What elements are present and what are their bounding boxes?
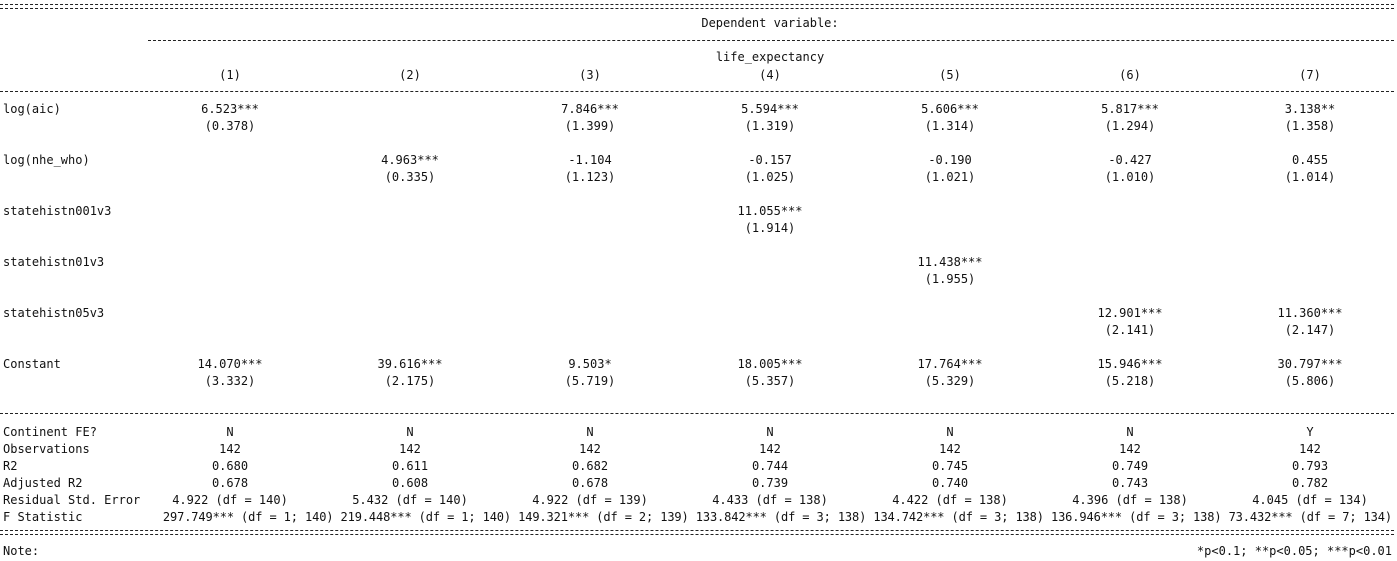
coefficient-estimate: 17.764***: [917, 357, 983, 371]
statistic-value: 4.422 (df = 138): [892, 493, 1008, 507]
coefficient-label: Constant: [3, 357, 61, 371]
statistic-value: 0.682: [571, 459, 609, 473]
model-number: (5): [939, 68, 961, 82]
statistic-value: 0.782: [1291, 476, 1329, 490]
f-statistic-label: F Statistic: [3, 510, 83, 524]
coefficient-estimate: 39.616***: [377, 357, 443, 371]
dependent-variable-label: Dependent variable:: [701, 16, 839, 30]
statistic-value: N: [946, 425, 954, 439]
dependent-variable-name: life_expectancy: [715, 50, 825, 64]
standard-error: (0.335): [384, 170, 436, 184]
statistic-value: N: [406, 425, 414, 439]
coefficient-estimate: 0.455: [1291, 153, 1329, 167]
statistic-value: 142: [939, 442, 961, 456]
model-number: (7): [1299, 68, 1321, 82]
standard-error: (5.719): [564, 374, 616, 388]
coefficient-estimate: 12.901***: [1097, 306, 1163, 320]
standard-error: (1.123): [564, 170, 616, 184]
statistic-value: 0.678: [211, 476, 249, 490]
statistic-label: Adjusted R2: [3, 476, 83, 490]
standard-error: (1.319): [744, 119, 796, 133]
standard-error: (1.010): [1104, 170, 1156, 184]
coefficient-estimate: 3.138**: [1284, 102, 1336, 116]
standard-error: (5.218): [1104, 374, 1156, 388]
statistic-value: 0.678: [571, 476, 609, 490]
statistic-value: 142: [219, 442, 241, 456]
coefficient-estimate: 11.438***: [917, 255, 983, 269]
statistic-value: 4.045 (df = 134): [1252, 493, 1368, 507]
coefficient-label: log(nhe_who): [3, 153, 90, 167]
standard-error: (1.358): [1284, 119, 1336, 133]
coefficient-estimate: 9.503*: [568, 357, 612, 371]
statistic-value: 0.680: [211, 459, 249, 473]
statistic-value: 0.743: [1111, 476, 1149, 490]
standard-error: (1.955): [924, 272, 976, 286]
header-bottom-rule: [0, 91, 1394, 92]
statistic-value: 142: [759, 442, 781, 456]
coefficient-label: statehistn01v3: [3, 255, 105, 269]
statistic-value: 142: [1299, 442, 1321, 456]
statistic-value: 142: [579, 442, 601, 456]
standard-error: (2.147): [1284, 323, 1336, 337]
statistic-value: Y: [1306, 425, 1314, 439]
coefficient-estimate: 5.817***: [1101, 102, 1159, 116]
standard-error: (5.806): [1284, 374, 1336, 388]
coefficient-estimate: 18.005***: [737, 357, 803, 371]
coefficient-label: statehistn001v3: [3, 204, 112, 218]
statistic-value: 0.608: [391, 476, 429, 490]
coefficient-estimate: -1.104: [568, 153, 612, 167]
statistic-value: 4.922 (df = 139): [532, 493, 648, 507]
coefficient-estimate: 15.946***: [1097, 357, 1163, 371]
statistic-value: 0.739: [751, 476, 789, 490]
standard-error: (5.357): [744, 374, 796, 388]
coefficient-estimate: 4.963***: [381, 153, 439, 167]
note-label: Note:: [3, 544, 40, 558]
statistic-value: N: [1126, 425, 1134, 439]
coefficient-estimate: 30.797***: [1277, 357, 1343, 371]
statistic-value: 5.432 (df = 140): [352, 493, 468, 507]
standard-error: (1.014): [1284, 170, 1336, 184]
standard-error: (2.141): [1104, 323, 1156, 337]
f-statistic-values: 297.749*** (df = 1; 140) 219.448*** (df = 1; 140) 149.321*** (df = 2; 139) 133.842*** (df = 3; 138) 134.742*** (df = 3; 138) 136.946*** (df = 3; 138) 73.432*** (df = 7; 134): [162, 510, 1392, 524]
coefficient-label: log(aic): [3, 102, 61, 116]
standard-error: (1.025): [744, 170, 796, 184]
model-number: (3): [579, 68, 601, 82]
coefficient-estimate: 11.055***: [737, 204, 803, 218]
standard-error: (3.332): [204, 374, 256, 388]
significance-note: *p<0.1; **p<0.05; ***p<0.01: [1196, 544, 1392, 558]
coefficient-estimate: -0.427: [1108, 153, 1152, 167]
coefficient-estimate: 14.070***: [197, 357, 263, 371]
model-number: (1): [219, 68, 241, 82]
statistic-value: 0.745: [931, 459, 969, 473]
coefficient-estimate: 5.606***: [921, 102, 979, 116]
coefficient-estimate: 11.360***: [1277, 306, 1343, 320]
standard-error: (2.175): [384, 374, 436, 388]
statistic-value: N: [586, 425, 594, 439]
model-number: (4): [759, 68, 781, 82]
standard-error: (1.314): [924, 119, 976, 133]
statistic-value: 4.396 (df = 138): [1072, 493, 1188, 507]
statistic-value: 0.611: [391, 459, 429, 473]
statistic-value: 142: [1119, 442, 1141, 456]
bottom-double-rule: [0, 530, 1394, 535]
statistic-label: Residual Std. Error: [3, 493, 141, 507]
statistic-value: N: [226, 425, 234, 439]
coefficient-estimate: 7.846***: [561, 102, 619, 116]
statistic-value: 4.433 (df = 138): [712, 493, 828, 507]
statistic-label: R2: [3, 459, 18, 473]
stats-top-rule: [0, 413, 1394, 414]
model-number: (6): [1119, 68, 1141, 82]
standard-error: (1.399): [564, 119, 616, 133]
statistic-value: 4.922 (df = 140): [172, 493, 288, 507]
standard-error: (0.378): [204, 119, 256, 133]
statistic-value: 142: [399, 442, 421, 456]
header-rule: [148, 40, 1394, 41]
model-number: (2): [399, 68, 421, 82]
coefficient-estimate: 6.523***: [201, 102, 259, 116]
standard-error: (1.914): [744, 221, 796, 235]
top-double-rule: [0, 4, 1394, 9]
coefficient-estimate: -0.157: [748, 153, 792, 167]
statistic-label: Continent FE?: [3, 425, 97, 439]
coefficient-label: statehistn05v3: [3, 306, 105, 320]
coefficient-estimate: 5.594***: [741, 102, 799, 116]
statistic-value: 0.749: [1111, 459, 1149, 473]
statistic-value: 0.793: [1291, 459, 1329, 473]
standard-error: (1.021): [924, 170, 976, 184]
standard-error: (1.294): [1104, 119, 1156, 133]
standard-error: (5.329): [924, 374, 976, 388]
statistic-value: 0.740: [931, 476, 969, 490]
statistic-value: N: [766, 425, 774, 439]
coefficient-estimate: -0.190: [928, 153, 972, 167]
statistic-label: Observations: [3, 442, 90, 456]
statistic-value: 0.744: [751, 459, 789, 473]
f-statistic-row: [0, 510, 1397, 524]
